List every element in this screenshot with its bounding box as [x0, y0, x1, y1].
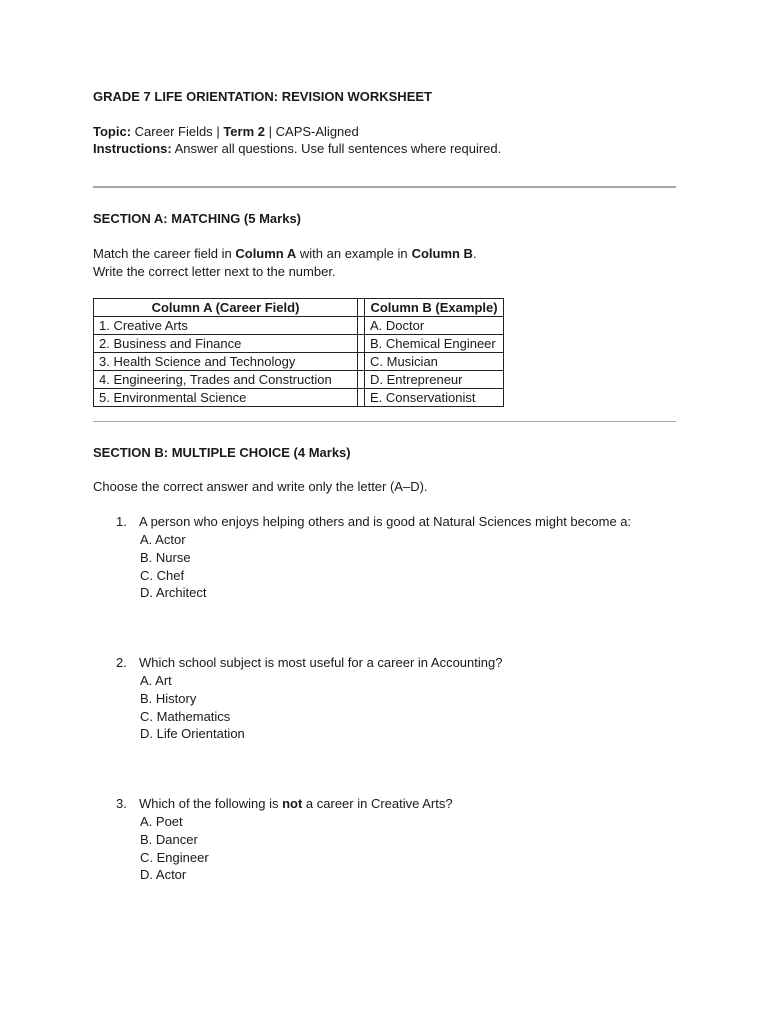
section-b-heading: SECTION B: MULTIPLE CHOICE (4 Marks) [93, 445, 351, 460]
separator: | [268, 124, 273, 139]
option: B. Dancer [140, 831, 198, 847]
question-1-options [140, 531, 206, 602]
intro-column-b: Column B [411, 246, 473, 261]
question-2-options [140, 672, 245, 743]
section-a-intro-line2: Write the correct letter next to the number. [93, 264, 336, 279]
divider [93, 421, 676, 422]
answer-cell[interactable] [358, 299, 365, 317]
column-b-header: Column B (Example) [365, 299, 504, 317]
intro-text: with an example in [299, 246, 408, 261]
option: A. Actor [140, 532, 186, 547]
column-b-cell: B. Chemical Engineer [365, 335, 504, 353]
answer-cell[interactable] [358, 317, 365, 335]
question-2 [116, 654, 502, 672]
table-row [94, 317, 504, 335]
option: C. Engineer [140, 849, 209, 865]
intro-column-a: Column A [235, 246, 297, 261]
column-a-cell: 4. Engineering, Trades and Construction [94, 371, 358, 389]
question-text: A person who enjoys helping others and is good at Natural Sciences might become a: [139, 514, 632, 529]
question-emphasis: not [282, 796, 303, 811]
column-b-cell: A. Doctor [365, 317, 504, 335]
answer-cell[interactable] [358, 371, 365, 389]
divider [93, 186, 676, 188]
intro-text: . [472, 246, 477, 261]
option: B. Nurse [140, 549, 191, 565]
topic-line [93, 123, 359, 140]
worksheet-title: GRADE 7 LIFE ORIENTATION: REVISION WORKSHEET [93, 89, 432, 104]
section-a-heading: SECTION A: MATCHING (5 Marks) [93, 211, 302, 226]
option: C. Mathematics [140, 708, 231, 724]
question-text: Which school subject is most useful for a career in Accounting? [139, 655, 503, 670]
answer-cell[interactable] [358, 353, 365, 371]
option: C. Chef [140, 567, 185, 583]
topic-label: Topic: [93, 124, 132, 139]
answer-cell[interactable] [358, 335, 365, 353]
caps-label: CAPS-Aligned [275, 124, 359, 139]
column-b-cell: D. Entrepreneur [365, 371, 504, 389]
column-a-cell: 1. Creative Arts [94, 317, 358, 335]
table-header-row [94, 299, 504, 317]
column-b-cell: C. Musician [365, 353, 504, 371]
instructions-line [93, 140, 501, 157]
intro-text: Match the career field in [93, 246, 232, 261]
instructions-text: Answer all questions. Use full sentences where required. [174, 141, 502, 156]
question-number: 1. [116, 514, 127, 529]
question-text: Which of the following is [139, 796, 279, 811]
matching-table [93, 298, 504, 407]
topic-value: Career Fields [134, 124, 213, 139]
option: D. Life Orientation [140, 726, 245, 742]
question-number: 2. [116, 655, 127, 670]
option: A. Art [140, 673, 172, 688]
option: D. Actor [140, 867, 187, 883]
answer-cell[interactable] [358, 389, 365, 407]
option: A. Poet [140, 814, 183, 829]
question-3-options [140, 813, 209, 884]
column-a-cell: 2. Business and Finance [94, 335, 358, 353]
table-row [94, 389, 504, 407]
table-row [94, 371, 504, 389]
question-number: 3. [116, 796, 127, 811]
column-b-cell: E. Conservationist [365, 389, 504, 407]
column-a-cell: 3. Health Science and Technology [94, 353, 358, 371]
instructions-label: Instructions: [93, 141, 172, 156]
term-label: Term 2 [223, 124, 265, 139]
section-b-instruction: Choose the correct answer and write only the letter (A–D). [93, 479, 428, 494]
option: B. History [140, 690, 197, 706]
option: D. Architect [140, 585, 207, 601]
question-text: a career in Creative Arts? [305, 796, 453, 811]
column-a-header: Column A (Career Field) [94, 299, 358, 317]
question-1 [116, 513, 631, 531]
separator: | [216, 124, 220, 139]
column-a-cell: 5. Environmental Science [94, 389, 358, 407]
section-a-intro [93, 245, 477, 262]
question-3 [116, 795, 453, 813]
table-row [94, 335, 504, 353]
table-row [94, 353, 504, 371]
